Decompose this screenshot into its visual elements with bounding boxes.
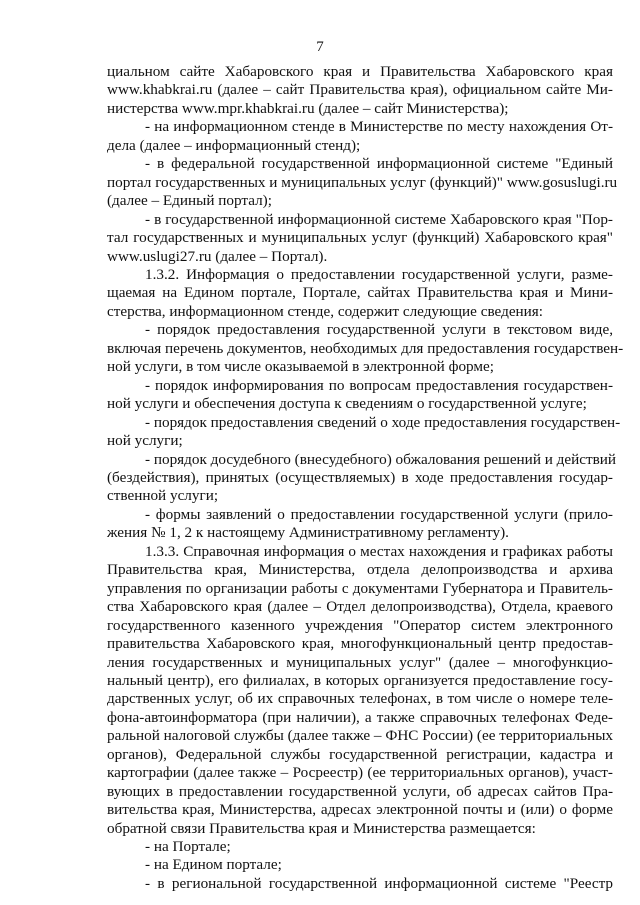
text-line: - порядок досудебного (внесудебного) обжалования решений и действий [145,450,617,468]
text-line: жения № 1, 2 к настоящему Административному регламенту). [107,524,509,542]
text-line: Правительства края, Министерства, отдела делопроизводства и архива [107,561,613,579]
text-line: портал государственных и муниципальных услуг (функций)" www.gosuslugi.ru [107,173,618,191]
text-line: государственного казенного учреждения "Оператор систем электронного [107,616,613,634]
text-line: - в федеральной государственной информационной системе "Единый [145,155,613,173]
text-line: органов), Федеральной службы государственной регистрации, кадастра и [107,745,613,763]
text-line: (далее – Единый портал); [107,192,272,210]
text-line: - на информационном стенде в Министерстве по месту нахождения От- [145,118,613,136]
text-line: ральной налоговой службы (далее также – ФНС России) (ее территориальных [107,727,613,745]
text-line: фона-автоинформатора (при наличии), а также справочных телефонах Феде- [107,708,613,726]
text-line: нальный центр), его филиалах, в которых организуется предоставление госу- [107,671,613,689]
text-line: www.khabkrai.ru (далее – сайт Правительства края), официальном сайте Ми- [107,81,613,99]
text-line: (бездействия), принятых (осуществляемых) в ходе предоставления государ- [107,468,613,486]
text-line: www.uslugi27.ru (далее – Портал). [107,247,328,265]
text-line: - формы заявлений о предоставлении государственной услуги (прило- [145,505,613,523]
text-line: щаемая на Едином портале, Портале, сайтах Правительства края и Мини- [107,284,613,302]
text-line: вующих в предоставлении государственной услуги, об адресах сайтов Пра- [107,782,613,800]
text-line: ной услуги, в том числе оказываемой в электронной форме; [107,358,494,376]
text-line: управления по организации работы с документами Губернатора и Правитель- [107,579,613,597]
text-line: - порядок предоставления сведений о ходе предоставления государствен- [145,413,621,431]
text-line: - в региональной государственной информационной системе "Реестр [145,874,613,892]
document-body [107,63,624,893]
text-line: дарственных услуг, об их справочных телефонах, в том числе о номере теле- [107,690,613,708]
text-line: включая перечень документов, необходимых для предоставления государствен- [107,339,624,357]
text-line: ства Хабаровского края (далее – Отдел делопроизводства), Отдела, краевого [107,598,613,616]
text-line: ления государственных и муниципальных услуг" (далее – многофункцио- [107,653,613,671]
text-line: - порядок предоставления государственной услуги в текстовом виде, [145,321,613,339]
text-line: тал государственных и муниципальных услуг (функций) Хабаровского края" [107,229,613,247]
text-line: ной услуги и обеспечения доступа к сведениям о государственной услуге; [107,395,587,413]
text-line: 1.3.2. Информация о предоставлении государственной услуги, разме- [145,265,613,283]
text-line: обратной связи Правительства края и Министерства размещается: [107,819,536,837]
text-line: вительства края, Министерства, адресах электронной почты и (или) о форме [107,801,613,819]
text-line: ной услуги; [107,432,183,450]
page-number: 7 [316,39,324,55]
text-line: - в государственной информационной системе Хабаровского края "Пор- [145,210,613,228]
text-line: - порядок информирования по вопросам предоставления государствен- [145,376,613,394]
text-line: стерства, информационном стенде, содержит следующие сведения: [107,302,544,320]
text-line: - на Едином портале; [145,856,282,874]
text-line: нистерства www.mpr.khabkrai.ru (далее – сайт Министерства); [107,99,509,117]
text-line: картографии (далее также – Росреестр) (ее территориальных органов), участ- [107,764,613,782]
text-line: 1.3.3. Справочная информация о местах нахождения и графиках работы [145,542,613,560]
text-line: дела (далее – информационный стенд); [107,136,361,154]
text-line: циальном сайте Хабаровского края и Правительства Хабаровского края [107,63,613,80]
text-line: правительства Хабаровского края, многофункциональный центр предостав- [107,635,613,653]
text-line: - на Портале; [145,838,231,856]
text-line: ственной услуги; [107,487,219,505]
